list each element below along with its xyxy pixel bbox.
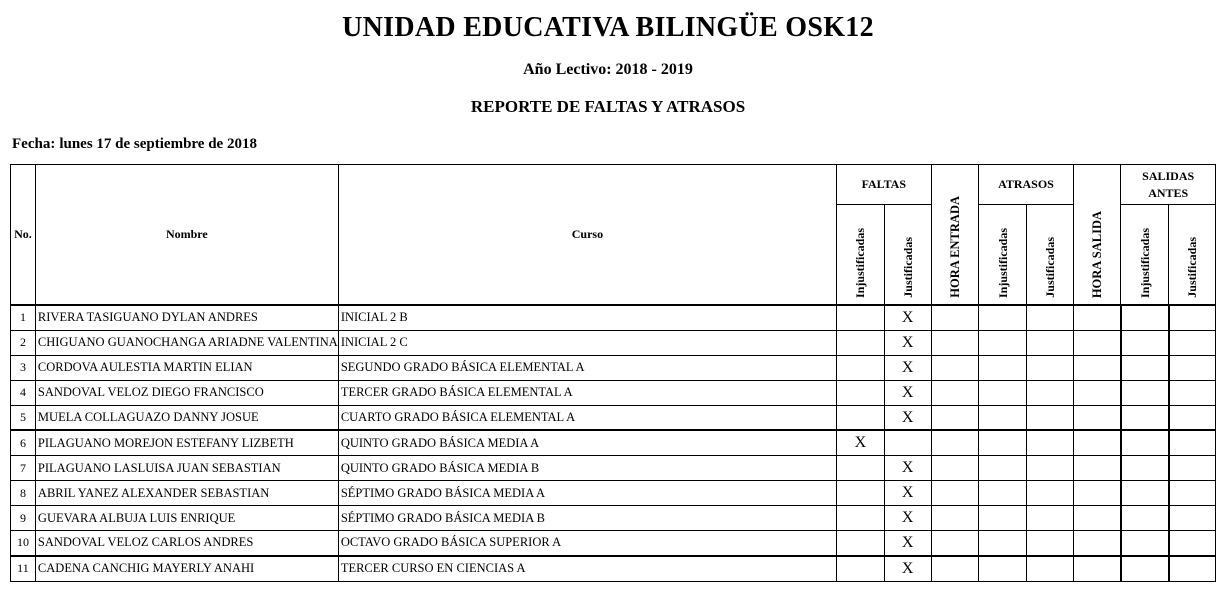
cell-salidas-justificadas xyxy=(1169,531,1216,556)
cell-atrasos-injustificadas xyxy=(979,556,1027,581)
cell-atrasos-injustificadas xyxy=(979,305,1027,330)
cell-hora-salida xyxy=(1073,556,1121,581)
cell-salidas-injustificadas xyxy=(1121,531,1169,556)
cell-atrasos-injustificadas xyxy=(979,506,1027,531)
cell-curso: SÉPTIMO GRADO BÁSICA MEDIA A xyxy=(338,481,836,506)
cell-curso: SÉPTIMO GRADO BÁSICA MEDIA B xyxy=(338,506,836,531)
cell-faltas-justificadas: X xyxy=(884,506,931,531)
report-title: REPORTE DE FALTAS Y ATRASOS xyxy=(470,97,746,116)
cell-atrasos-injustificadas xyxy=(979,481,1027,506)
cell-faltas-justificadas: X xyxy=(884,405,931,430)
cell-salidas-injustificadas xyxy=(1121,556,1169,581)
table-row xyxy=(11,481,1216,506)
cell-atrasos-injustificadas xyxy=(979,355,1027,380)
cell-nombre: MUELA COLLAGUAZO DANNY JOSUE xyxy=(35,405,338,430)
cell-faltas-injustificadas xyxy=(837,556,885,581)
cell-curso: TERCER CURSO EN CIENCIAS A xyxy=(338,556,836,581)
cell-hora-salida xyxy=(1073,531,1121,556)
cell-no: 10 xyxy=(11,531,36,556)
cell-atrasos-justificadas xyxy=(1026,380,1073,405)
cell-no: 3 xyxy=(11,355,36,380)
cell-nombre: PILAGUANO LASLUISA JUAN SEBASTIAN xyxy=(35,456,338,481)
cell-faltas-injustificadas xyxy=(837,456,885,481)
cell-atrasos-justificadas xyxy=(1026,556,1073,581)
table-row xyxy=(11,405,1216,430)
cell-hora-entrada xyxy=(931,506,979,531)
cell-atrasos-injustificadas xyxy=(979,531,1027,556)
school-year: Año Lectivo: 2018 - 2019 xyxy=(523,61,693,78)
cell-salidas-justificadas xyxy=(1169,506,1216,531)
table-row xyxy=(11,305,1216,330)
date-label: Fecha: xyxy=(12,136,56,152)
col-hora-salida-header: HORA SALIDA xyxy=(1073,165,1121,306)
cell-faltas-injustificadas xyxy=(837,531,885,556)
cell-nombre: PILAGUANO MOREJON ESTEFANY LIZBETH xyxy=(35,430,338,455)
cell-curso: QUINTO GRADO BÁSICA MEDIA A xyxy=(338,430,836,455)
cell-salidas-justificadas xyxy=(1169,330,1216,355)
cell-atrasos-injustificadas xyxy=(979,430,1027,455)
cell-salidas-justificadas xyxy=(1169,556,1216,581)
cell-nombre: RIVERA TASIGUANO DYLAN ANDRES xyxy=(35,305,338,330)
cell-nombre: ABRIL YANEZ ALEXANDER SEBASTIAN xyxy=(35,481,338,506)
cell-curso: TERCER GRADO BÁSICA ELEMENTAL A xyxy=(338,380,836,405)
cell-faltas-justificadas: X xyxy=(884,481,931,506)
cell-nombre: CHIGUANO GUANOCHANGA ARIADNE VALENTINA xyxy=(35,330,338,355)
cell-hora-entrada xyxy=(931,531,979,556)
cell-no: 1 xyxy=(11,305,36,330)
cell-atrasos-justificadas xyxy=(1026,405,1073,430)
salidas-justificadas-header: Justificadas xyxy=(1169,205,1216,306)
report-date xyxy=(12,136,261,153)
salidas-injustificadas-header: Injustificadas xyxy=(1121,205,1169,306)
table-row xyxy=(11,556,1216,581)
cell-hora-salida xyxy=(1073,305,1121,330)
cell-atrasos-injustificadas xyxy=(979,456,1027,481)
col-hora-entrada-header: HORA ENTRADA xyxy=(931,165,979,306)
cell-salidas-justificadas xyxy=(1169,405,1216,430)
cell-salidas-injustificadas xyxy=(1121,456,1169,481)
cell-nombre: CORDOVA AULESTIA MARTIN ELIAN xyxy=(35,355,338,380)
col-faltas-header: FALTAS xyxy=(837,165,931,205)
cell-atrasos-justificadas xyxy=(1026,481,1073,506)
cell-curso: INICIAL 2 B xyxy=(338,305,836,330)
cell-atrasos-injustificadas xyxy=(979,380,1027,405)
cell-atrasos-justificadas xyxy=(1026,531,1073,556)
table-row xyxy=(11,380,1216,405)
cell-salidas-justificadas xyxy=(1169,380,1216,405)
col-salidas-antes-header: SALIDAS ANTES xyxy=(1121,165,1216,205)
attendance-table xyxy=(10,164,1216,582)
cell-faltas-justificadas: X xyxy=(884,556,931,581)
cell-salidas-injustificadas xyxy=(1121,305,1169,330)
cell-hora-entrada xyxy=(931,405,979,430)
cell-atrasos-justificadas xyxy=(1026,506,1073,531)
cell-faltas-injustificadas xyxy=(837,481,885,506)
table-row xyxy=(11,531,1216,556)
cell-hora-salida xyxy=(1073,405,1121,430)
table-row xyxy=(11,330,1216,355)
cell-nombre: SANDOVAL VELOZ CARLOS ANDRES xyxy=(35,531,338,556)
cell-hora-entrada xyxy=(931,380,979,405)
cell-curso: SEGUNDO GRADO BÁSICA ELEMENTAL A xyxy=(338,355,836,380)
cell-no: 7 xyxy=(11,456,36,481)
cell-faltas-justificadas: X xyxy=(884,456,931,481)
cell-atrasos-justificadas xyxy=(1026,305,1073,330)
cell-salidas-justificadas xyxy=(1169,481,1216,506)
cell-no: 9 xyxy=(11,506,36,531)
cell-salidas-justificadas xyxy=(1169,355,1216,380)
date-value: lunes 17 de septiembre de 2018 xyxy=(59,136,257,152)
cell-faltas-injustificadas xyxy=(837,305,885,330)
cell-faltas-justificadas: X xyxy=(884,380,931,405)
cell-salidas-justificadas xyxy=(1169,305,1216,330)
cell-no: 6 xyxy=(11,430,36,455)
table-row xyxy=(11,430,1216,455)
table-row xyxy=(11,456,1216,481)
cell-hora-entrada xyxy=(931,305,979,330)
cell-faltas-justificadas: X xyxy=(884,330,931,355)
cell-faltas-justificadas: X xyxy=(884,305,931,330)
col-no-header: No. xyxy=(11,165,36,306)
cell-hora-salida xyxy=(1073,355,1121,380)
cell-salidas-justificadas xyxy=(1169,430,1216,455)
cell-faltas-injustificadas: X xyxy=(837,430,885,455)
cell-salidas-injustificadas xyxy=(1121,430,1169,455)
cell-no: 5 xyxy=(11,405,36,430)
cell-atrasos-justificadas xyxy=(1026,456,1073,481)
cell-hora-salida xyxy=(1073,456,1121,481)
cell-atrasos-justificadas xyxy=(1026,355,1073,380)
cell-faltas-injustificadas xyxy=(837,380,885,405)
cell-faltas-justificadas xyxy=(884,430,931,455)
cell-salidas-injustificadas xyxy=(1121,481,1169,506)
cell-nombre: SANDOVAL VELOZ DIEGO FRANCISCO xyxy=(35,380,338,405)
cell-hora-entrada xyxy=(931,456,979,481)
cell-hora-entrada xyxy=(931,430,979,455)
table-row xyxy=(11,506,1216,531)
cell-curso: OCTAVO GRADO BÁSICA SUPERIOR A xyxy=(338,531,836,556)
cell-hora-salida xyxy=(1073,430,1121,455)
cell-salidas-injustificadas xyxy=(1121,355,1169,380)
atrasos-injustificadas-header: Injustificadas xyxy=(979,205,1027,306)
cell-hora-entrada xyxy=(931,556,979,581)
col-curso-header: Curso xyxy=(338,165,836,306)
cell-hora-salida xyxy=(1073,330,1121,355)
cell-salidas-injustificadas xyxy=(1121,506,1169,531)
cell-hora-salida xyxy=(1073,506,1121,531)
faltas-injustificadas-header: Injustificadas xyxy=(837,205,885,306)
col-nombre-header: Nombre xyxy=(35,165,338,306)
cell-hora-entrada xyxy=(931,481,979,506)
cell-salidas-injustificadas xyxy=(1121,330,1169,355)
col-atrasos-header: ATRASOS xyxy=(979,165,1074,205)
cell-no: 4 xyxy=(11,380,36,405)
cell-hora-salida xyxy=(1073,481,1121,506)
cell-no: 11 xyxy=(11,556,36,581)
cell-faltas-injustificadas xyxy=(837,355,885,380)
atrasos-justificadas-header: Justificadas xyxy=(1026,205,1073,306)
cell-atrasos-justificadas xyxy=(1026,330,1073,355)
cell-faltas-justificadas: X xyxy=(884,531,931,556)
school-title: UNIDAD EDUCATIVA BILINGÜE OSK12 xyxy=(342,12,874,43)
cell-faltas-injustificadas xyxy=(837,506,885,531)
faltas-justificadas-header: Justificadas xyxy=(884,205,931,306)
cell-no: 2 xyxy=(11,330,36,355)
table-header xyxy=(11,165,1216,306)
cell-nombre: CADENA CANCHIG MAYERLY ANAHI xyxy=(35,556,338,581)
cell-faltas-injustificadas xyxy=(837,405,885,430)
cell-curso: CUARTO GRADO BÁSICA ELEMENTAL A xyxy=(338,405,836,430)
cell-curso: QUINTO GRADO BÁSICA MEDIA B xyxy=(338,456,836,481)
cell-salidas-injustificadas xyxy=(1121,405,1169,430)
cell-no: 8 xyxy=(11,481,36,506)
cell-faltas-justificadas: X xyxy=(884,355,931,380)
cell-hora-entrada xyxy=(931,355,979,380)
cell-faltas-injustificadas xyxy=(837,330,885,355)
cell-atrasos-injustificadas xyxy=(979,405,1027,430)
cell-salidas-injustificadas xyxy=(1121,380,1169,405)
table-row xyxy=(11,355,1216,380)
cell-salidas-justificadas xyxy=(1169,456,1216,481)
cell-atrasos-injustificadas xyxy=(979,330,1027,355)
cell-hora-entrada xyxy=(931,330,979,355)
cell-atrasos-justificadas xyxy=(1026,430,1073,455)
table-body xyxy=(11,305,1216,581)
cell-curso: INICIAL 2 C xyxy=(338,330,836,355)
cell-hora-salida xyxy=(1073,380,1121,405)
cell-nombre: GUEVARA ALBUJA LUIS ENRIQUE xyxy=(35,506,338,531)
